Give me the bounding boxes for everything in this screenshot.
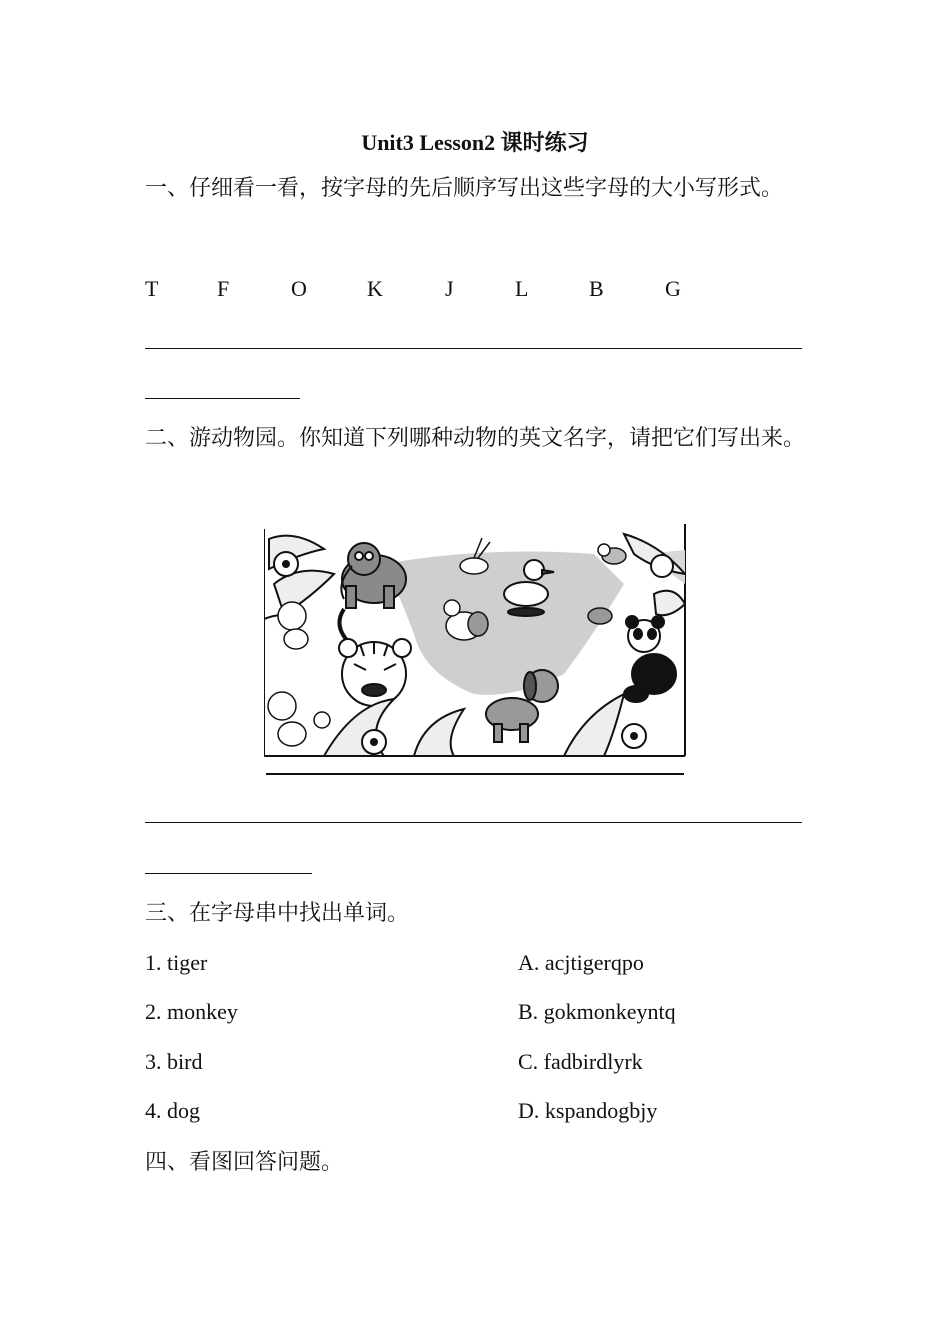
zoo-illustration bbox=[264, 524, 686, 776]
word-item: 3. bird bbox=[145, 1049, 203, 1074]
answer-line[interactable] bbox=[145, 348, 802, 349]
answer-line[interactable] bbox=[145, 822, 802, 823]
letter-8: G bbox=[665, 276, 681, 301]
letter-3: O bbox=[291, 276, 307, 301]
question-2-prompt: 二、游动物园。你知道下列哪种动物的英文名字，请把它们写出来。 bbox=[145, 425, 806, 450]
letter-6: L bbox=[515, 276, 529, 301]
answer-line[interactable] bbox=[145, 873, 312, 874]
word-item: 4. dog bbox=[145, 1098, 200, 1123]
letter-7: B bbox=[589, 276, 604, 301]
question-4-prompt: 四、看图回答问题。 bbox=[145, 1149, 344, 1174]
letter-5: J bbox=[445, 276, 454, 301]
letter-string-item: A. acjtigerqpo bbox=[518, 950, 644, 975]
letter-string-item: B. gokmonkeyntq bbox=[518, 999, 676, 1024]
letter-4: K bbox=[367, 276, 383, 301]
page-title: Unit3 Lesson2 课时练习 bbox=[361, 130, 589, 155]
letter-string-item: C. fadbirdlyrk bbox=[518, 1049, 643, 1074]
letter-string-item: D. kspandogbjy bbox=[518, 1098, 658, 1123]
word-item: 1. tiger bbox=[145, 950, 208, 975]
question-1-prompt: 一、仔细看一看，按字母的先后顺序写出这些字母的大小写形式。 bbox=[145, 175, 784, 200]
question-3-prompt: 三、在字母串中找出单词。 bbox=[145, 900, 410, 925]
answer-line[interactable] bbox=[145, 398, 300, 399]
word-item: 2. monkey bbox=[145, 999, 238, 1024]
letter-2: F bbox=[217, 276, 230, 301]
letter-1: T bbox=[145, 276, 159, 301]
